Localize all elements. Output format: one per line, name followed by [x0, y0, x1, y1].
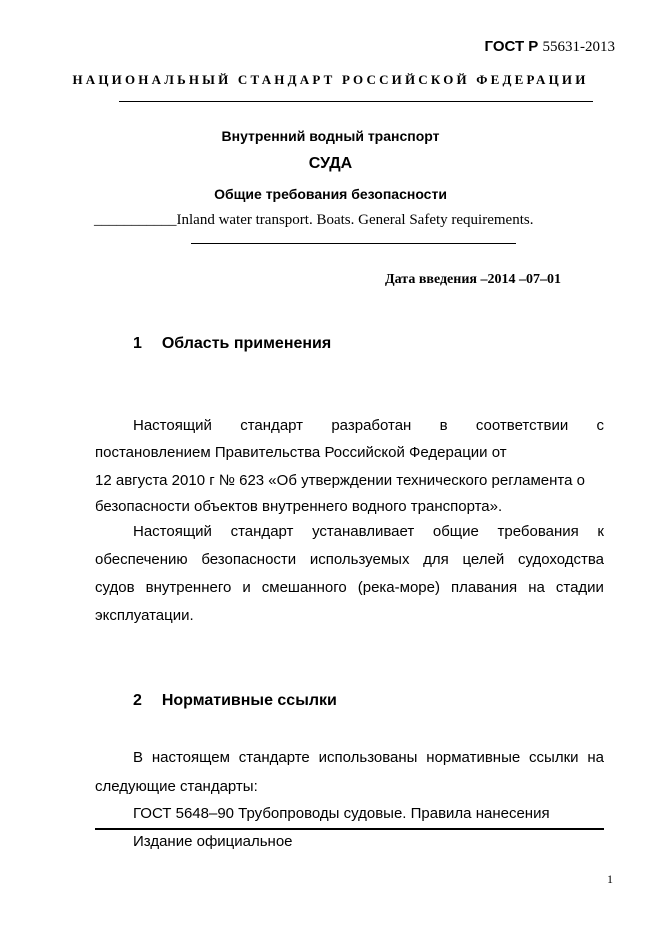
page-number: 1 [607, 872, 613, 886]
word: внутреннего [145, 579, 232, 596]
main-title: СУДА [308, 155, 353, 172]
section2-para1-line2: следующие стандарты: [95, 778, 258, 795]
section1-para1-line2: постановлением Правительства Российской Федерации от [95, 444, 507, 461]
english-title [94, 212, 533, 229]
section1-para2-line3 [95, 579, 604, 596]
word: и [242, 579, 251, 596]
word: разработан [331, 417, 412, 434]
standard-code-prefix: ГОСТ Р [484, 38, 539, 55]
national-standard-title: НАЦИОНАЛЬНЫЙ СТАНДАРТ РОССИЙСКОЙ ФЕДЕРАЦИИ [72, 72, 589, 87]
section1-title: Область применения [161, 335, 332, 352]
standard-code [485, 38, 615, 56]
word: ссылки [529, 749, 579, 766]
section1-para1-line4: безопасности объектов внутреннего водного транспорта». [95, 498, 503, 515]
section1-para1-line1 [133, 417, 604, 434]
word: стандарте [238, 749, 310, 766]
word: обеспечению [95, 551, 188, 568]
edition-note: Издание официальное [133, 833, 293, 850]
intro-date: Дата введения –2014 –07–01 [385, 272, 561, 287]
word: В [133, 749, 144, 766]
word: Настоящий [133, 523, 212, 540]
word: стадии [555, 579, 604, 596]
word: использованы [318, 749, 418, 766]
word: судов [95, 579, 135, 596]
word: судоходства [517, 551, 604, 568]
word: настоящем [151, 749, 230, 766]
word: в [439, 417, 448, 434]
section1-para2-line1 [133, 523, 604, 540]
section2-number: 2 [133, 692, 142, 709]
word: на [587, 749, 604, 766]
word: стандарт [230, 523, 294, 540]
word: с [596, 417, 604, 434]
section2-heading [133, 692, 337, 710]
english-title-text: Inland water transport. Boats. General Safety requirements. [176, 212, 534, 228]
word: требования [497, 523, 579, 540]
section2-title: Нормативные ссылки [161, 692, 337, 709]
word: общие [432, 523, 479, 540]
section1-number: 1 [133, 335, 142, 352]
word: для [423, 551, 449, 568]
word: плавания [451, 579, 518, 596]
english-title-prefix: ___________ [94, 212, 177, 228]
word: устанавливает [312, 523, 415, 540]
word: к [597, 523, 604, 540]
english-title-rule [191, 243, 516, 244]
word: на [528, 579, 545, 596]
section2-para1-line1 [133, 749, 604, 766]
standard-code-number: 55631-2013 [542, 39, 615, 55]
subject-title: Внутренний водный транспорт [221, 128, 440, 144]
word: безопасности [201, 551, 297, 568]
word: Настоящий [133, 417, 212, 434]
subtitle: Общие требования безопасности [214, 186, 447, 202]
section1-heading [133, 335, 331, 353]
section1-para1-line3: 12 августа 2010 г № 623 «Об утверждении технического регламента о [95, 472, 585, 489]
section1-para2-line4: эксплуатации. [95, 607, 194, 624]
section1-para2-line2 [95, 551, 604, 568]
word: смешанного [261, 579, 347, 596]
word: соответствии [475, 417, 569, 434]
section2-ref1: ГОСТ 5648–90 Трубопроводы судовые. Правила нанесения [133, 805, 550, 822]
word: целей [462, 551, 505, 568]
word: нормативные [426, 749, 521, 766]
word: стандарт [240, 417, 304, 434]
header-rule [119, 101, 593, 102]
word: (река-море) [357, 579, 440, 596]
word: используемых [309, 551, 410, 568]
